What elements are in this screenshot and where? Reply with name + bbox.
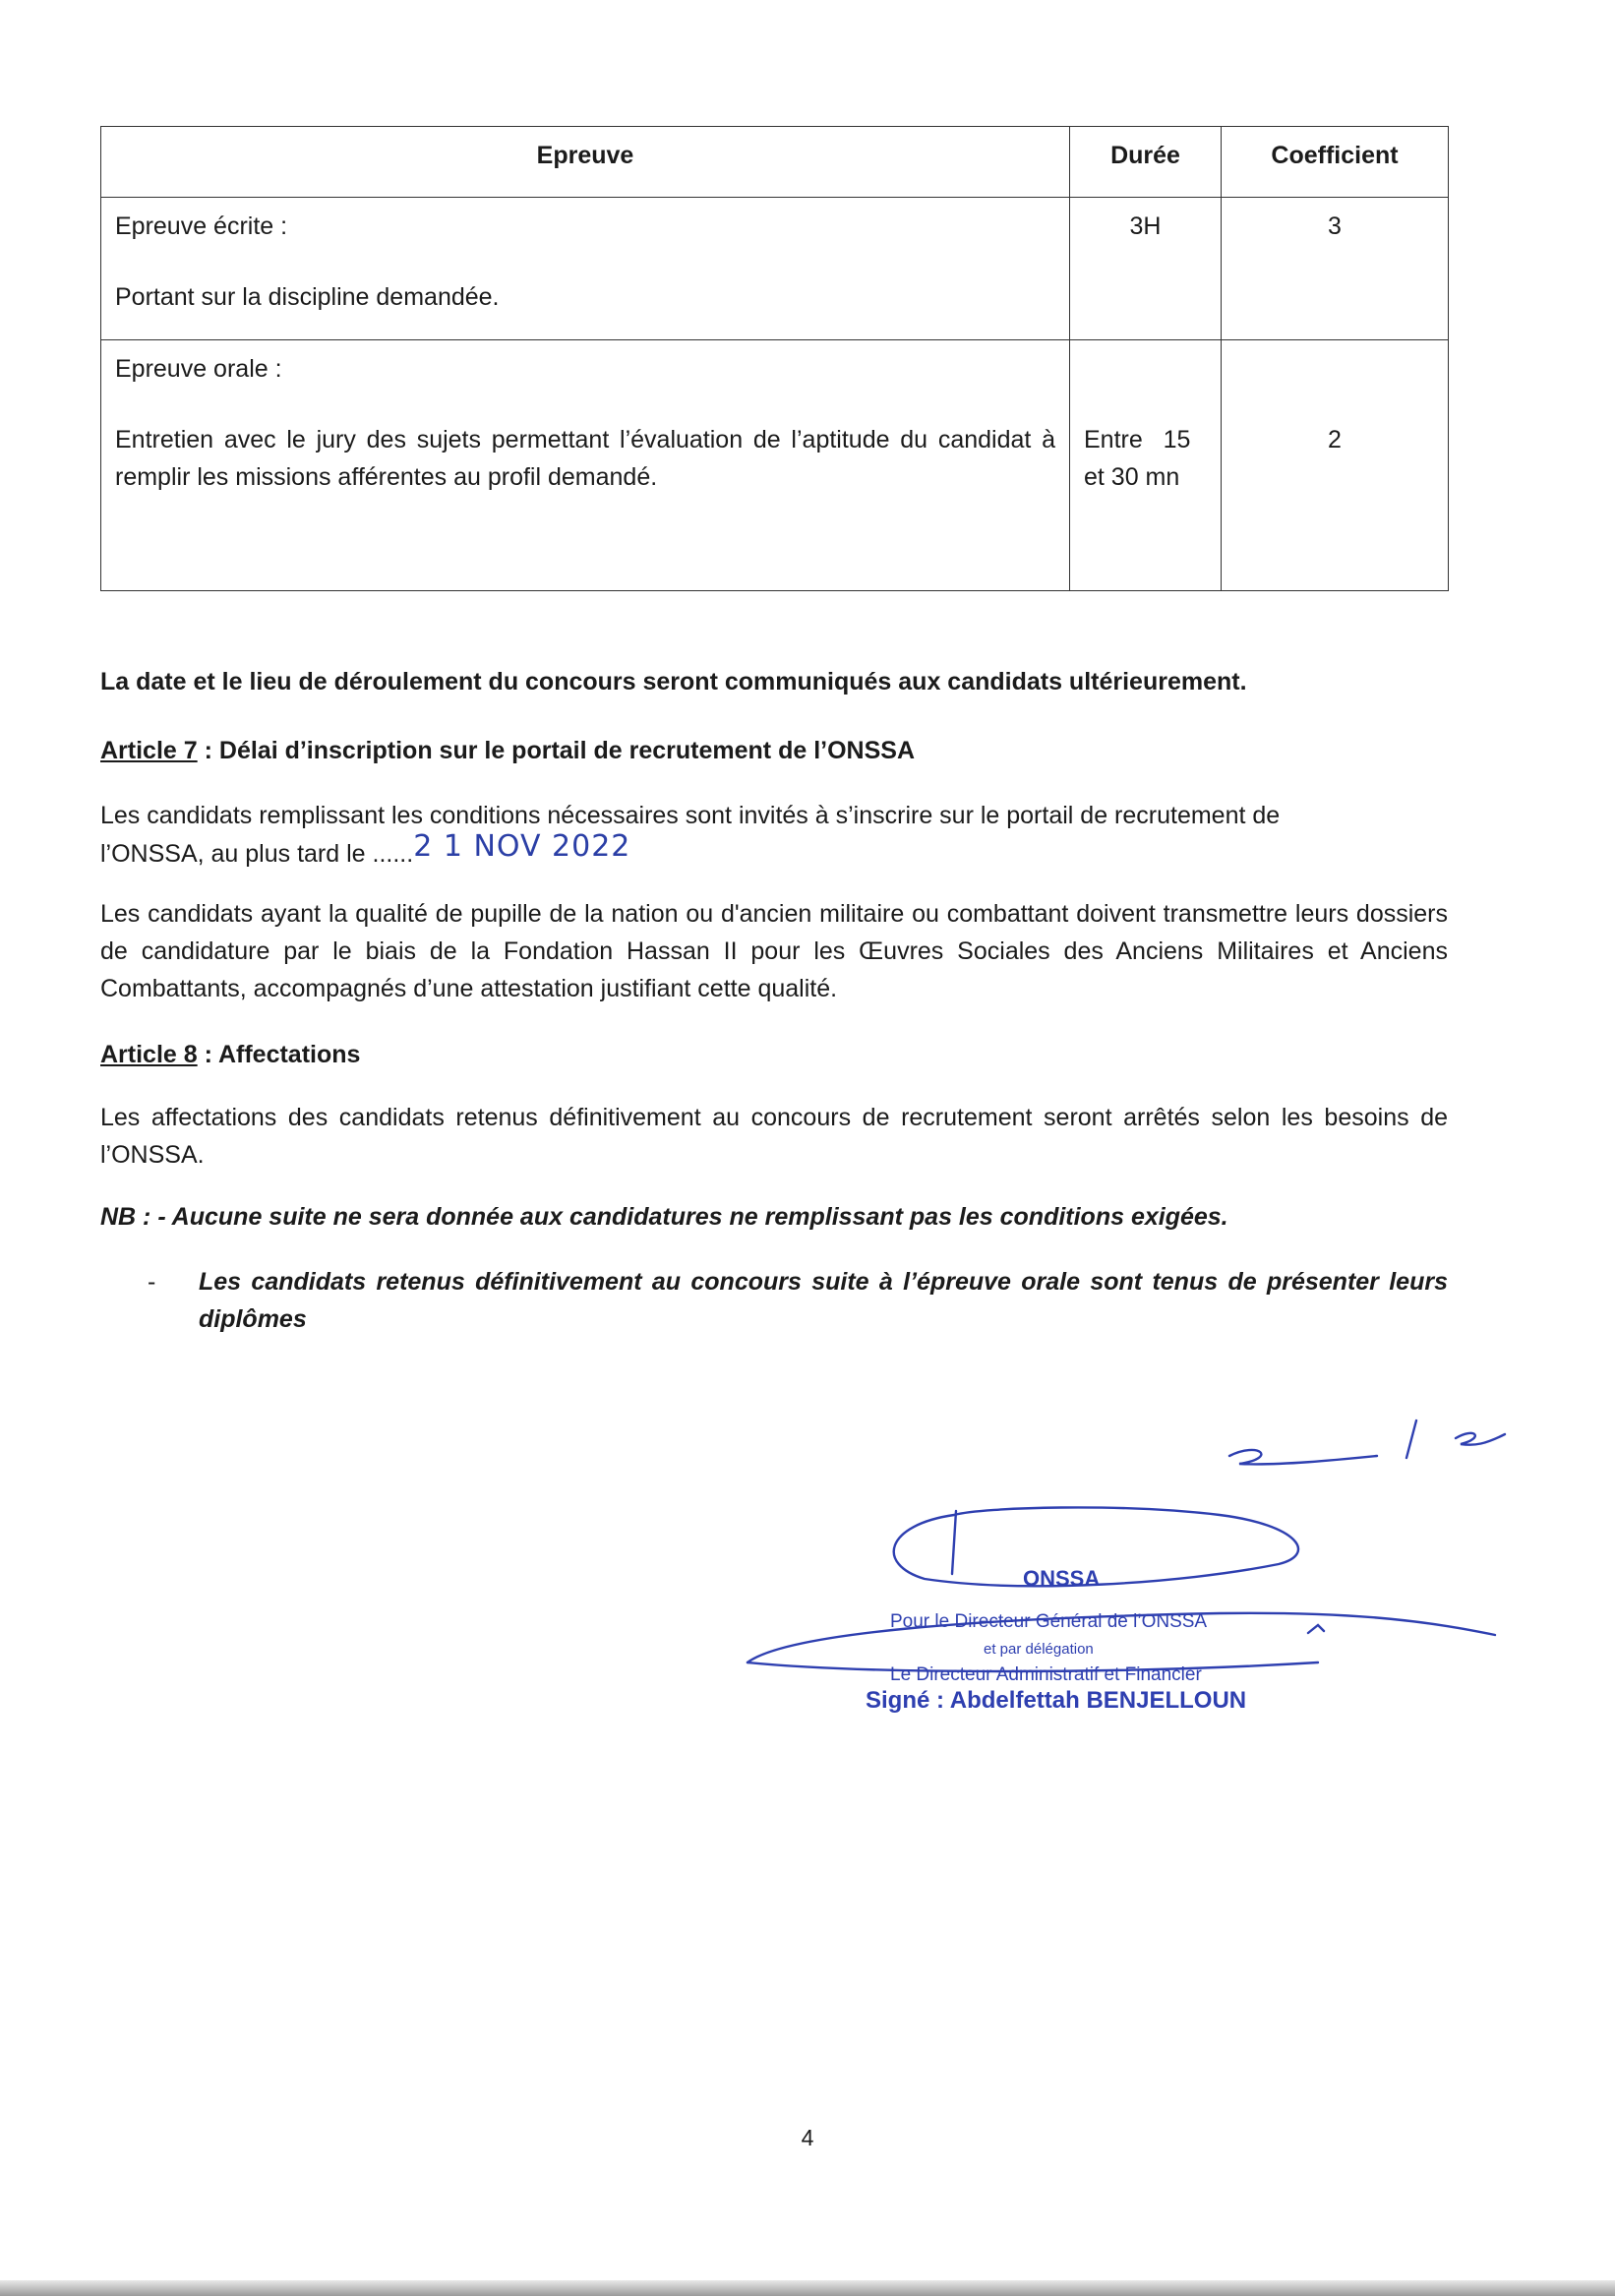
- date-dots: ......: [372, 840, 414, 868]
- exam-table: [100, 126, 1449, 591]
- stamp-org: ONSSA: [1023, 1566, 1101, 1591]
- oral-desc: Entretien avec le jury des sujets permettant l’évaluation de l’aptitude du candidat à remplir les missions afférentes au profil demandé.: [115, 426, 1055, 491]
- nb-item: [148, 1263, 1448, 1338]
- oral-duree-cell: [1070, 340, 1222, 591]
- written-desc: Portant sur la discipline demandée.: [115, 283, 500, 311]
- article7-label: Article 7: [100, 737, 198, 764]
- scan-edge: [0, 2280, 1615, 2296]
- table-row-oral: [101, 340, 1449, 591]
- oral-title: Epreuve orale :: [115, 355, 282, 383]
- article8-heading: [100, 1036, 1448, 1073]
- article7-p1-line2: [100, 829, 1448, 873]
- stamp-signed-by: Signé : Abdelfettah BENJELLOUN: [866, 1687, 1247, 1714]
- stamp-line3: Le Directeur Administratif et Financier: [890, 1664, 1202, 1685]
- written-coef: 3: [1222, 198, 1449, 340]
- oral-coef: 2: [1328, 426, 1342, 453]
- article7-heading: [100, 732, 1448, 769]
- signature-stamp: [728, 1417, 1534, 1731]
- nb-line1: NB : - Aucune suite ne sera donnée aux candidatures ne remplissant pas les conditions exigées.: [100, 1203, 1228, 1231]
- article8-label: Article 8: [100, 1041, 198, 1068]
- oral-coef-cell: [1222, 340, 1449, 591]
- page-number: 4: [801, 2125, 814, 2150]
- table-header-row: [101, 127, 1449, 198]
- written-duree: 3H: [1070, 198, 1222, 340]
- nb-line2: Les candidats retenus définitivement au concours suite à l’épreuve orale sont tenus de présenter leurs diplômes: [199, 1268, 1448, 1333]
- header-coefficient: Coefficient: [1222, 127, 1449, 198]
- article7-p1-line1: Les candidats remplissant les conditions nécessaires sont invités à s’inscrire sur le portail de recrutement de: [100, 802, 1281, 829]
- handwritten-date: 2 1 NOV 2022: [413, 829, 631, 864]
- article7-paragraph2: Les candidats ayant la qualité de pupille de la nation ou d'ancien militaire ou combattant doivent transmettre leurs dossiers de candidature par le biais de la Fondation Hassan II pour les Œuvres Sociales des Anciens Militaires et Anciens Combattants, accompagnés d’une attestation justifiant cette qualité.: [100, 900, 1448, 1002]
- written-epreuve-cell: [101, 198, 1070, 340]
- oral-duree-line1: Entre 15: [1084, 426, 1191, 453]
- stamp-line1: Pour le Directeur Général de l’ONSSA: [890, 1611, 1208, 1632]
- header-duree: Durée: [1070, 127, 1222, 198]
- article7-paragraph1: [100, 797, 1448, 873]
- date-notice: La date et le lieu de déroulement du concours seront communiqués aux candidats ultérieurement.: [100, 668, 1247, 695]
- written-title: Epreuve écrite :: [115, 212, 288, 240]
- article8-title: : Affectations: [197, 1041, 361, 1068]
- article7-p1-prefix: l’ONSSA, au plus tard le: [100, 840, 373, 868]
- header-epreuve: Epreuve: [101, 127, 1070, 198]
- stamp-line2: et par délégation: [984, 1641, 1094, 1658]
- oral-duree-line2: et 30 mn: [1084, 463, 1180, 491]
- nb-dash: -: [148, 1268, 156, 1296]
- table-row-written: [101, 198, 1449, 340]
- article8-paragraph: Les affectations des candidats retenus définitivement au concours de recrutement seront arrêtés selon les besoins de l’ONSSA.: [100, 1104, 1448, 1169]
- article7-title: : Délai d’inscription sur le portail de recrutement de l’ONSSA: [197, 737, 915, 764]
- oral-epreuve-cell: [101, 340, 1070, 591]
